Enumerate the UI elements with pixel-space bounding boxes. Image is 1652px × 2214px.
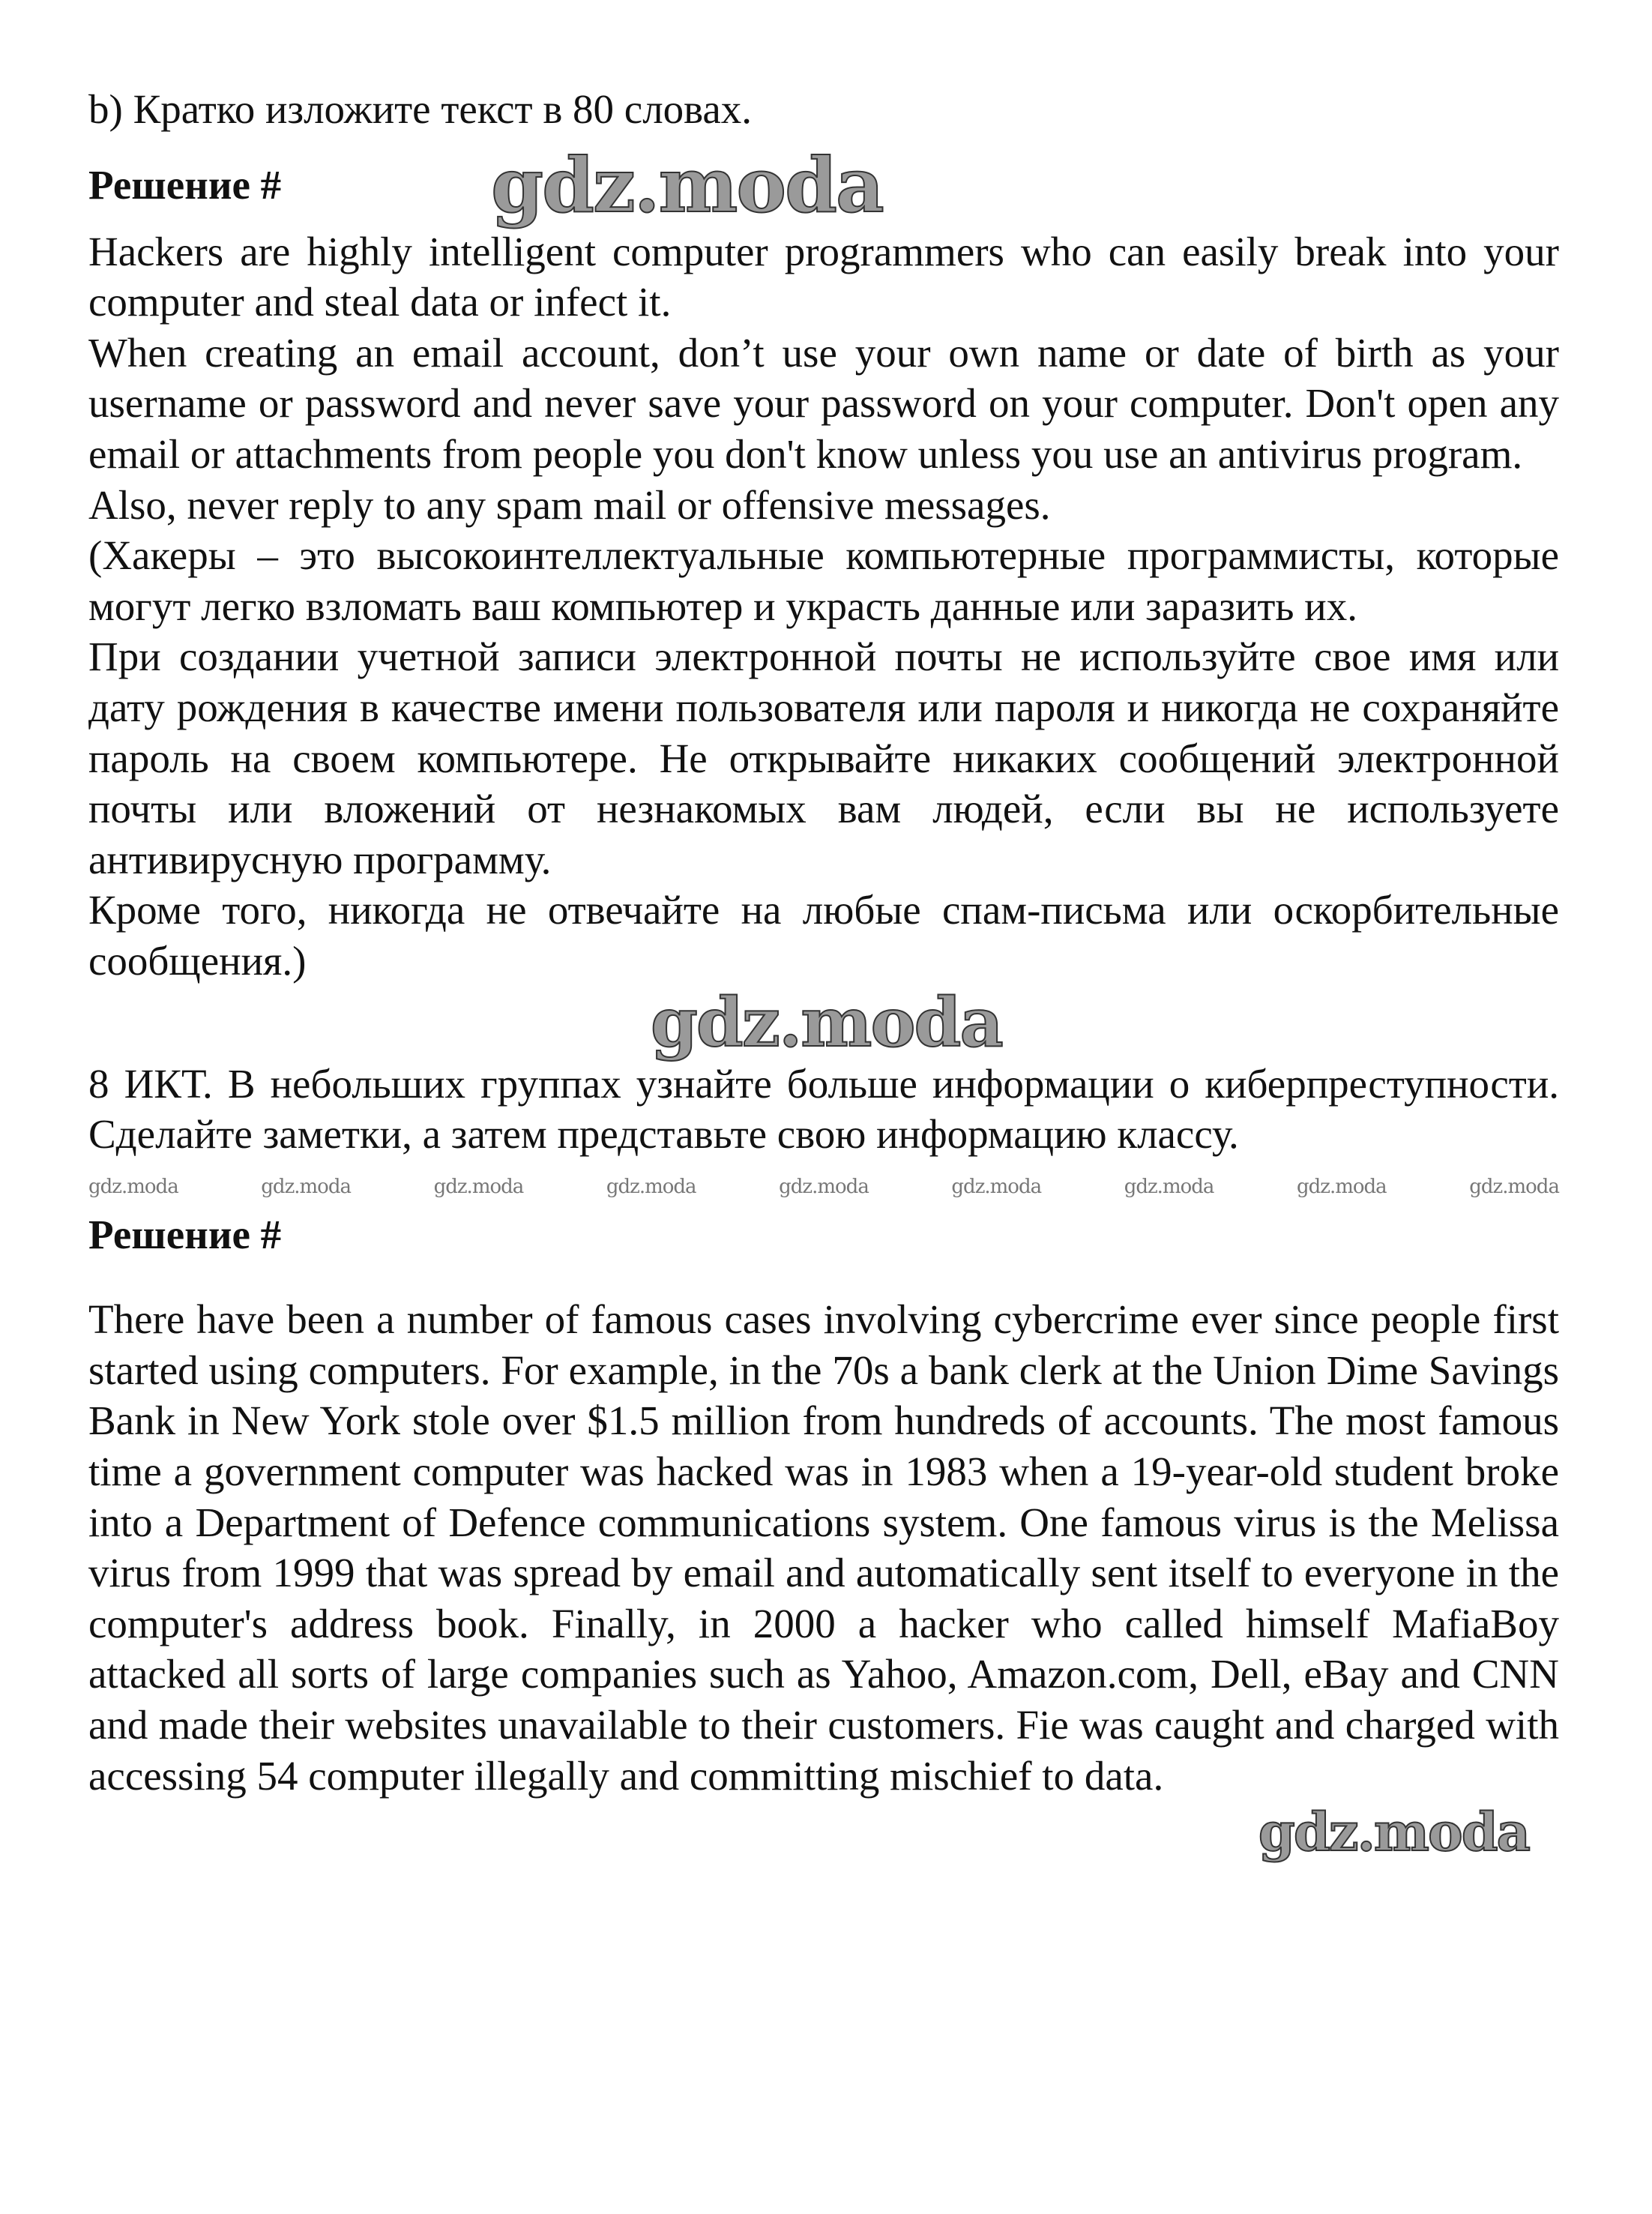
watermark-small: gdz.moda	[606, 1175, 696, 1198]
watermark-logo: gdz.moda	[651, 982, 1002, 1062]
watermark-logo: gdz.moda	[491, 140, 883, 229]
watermark-row	[88, 1801, 1559, 1864]
solution-2-body	[88, 1294, 1559, 1801]
watermark-small: gdz.moda	[1469, 1175, 1559, 1198]
paragraph: (Хакеры – это высокоинтеллектуальные компьютерные программисты, которые могут легко взломать ваш компьютер и украсть данные или заразить их.	[88, 532, 1559, 629]
paragraph: There have been a number of famous cases involving cybercrime ever since people first started using computers. For example, in the 70s a bank clerk at the Union Dime Savings Bank in New York stole over $1.5 million from hundreds of accounts. The most famous time a government computer was hacked was in 1983 when a 19-year-old student broke into a Department of Defence communications system. One famous virus is the Melissa virus from 1999 that was spread by email and automatically sent itself to everyone in the computer's address book. Finally, in 2000 a hacker who called himself MafiaBoy attacked all sorts of large companies such as Yahoo, Amazon.com, Dell, eBay and CNN and made their websites unavailable to their customers. Fie was caught and charged with accessing 54 computer illegally and committing mischief to data.	[88, 1296, 1559, 1799]
paragraph: Also, never reply to any spam mail or offensive messages.	[88, 481, 1051, 528]
watermark-small: gdz.moda	[88, 1175, 178, 1198]
watermark-row	[88, 982, 1559, 1062]
task-b-prompt	[88, 84, 1559, 135]
watermark-small: gdz.moda	[433, 1175, 524, 1198]
solution-1-heading-row	[88, 140, 1559, 229]
watermark-small: gdz.moda	[951, 1175, 1042, 1198]
task-b-text: b) Кратко изложите текст в 80 словах.	[88, 86, 753, 132]
solution-2-heading: Решение #	[88, 1211, 282, 1257]
solution-1-heading: Решение #	[88, 161, 282, 208]
watermark-small: gdz.moda	[1296, 1175, 1387, 1198]
watermark-small: gdz.moda	[1124, 1175, 1214, 1198]
watermark-logo: gdz.moda	[1258, 1801, 1529, 1864]
solution-1-body	[88, 226, 1559, 987]
paragraph: Кроме того, никогда не отвечайте на любые спам-письма или оскорбительные сообщения.)	[88, 887, 1559, 984]
task-8-prompt	[88, 1059, 1559, 1160]
paragraph: When creating an email account, don’t use your own name or date of birth as your username or password and never save your password on your computer. Don't open any email or attachments from people you don't know unless you use an antivirus program.	[88, 329, 1559, 477]
task-8-text: 8 ИКТ. В небольших группах узнайте больше информации о киберпреступности. Сделайте заметки, а затем представьте свою информацию классу.	[88, 1060, 1559, 1158]
watermark-small: gdz.moda	[261, 1175, 351, 1198]
paragraph: При создании учетной записи электронной почты не используйте свое имя или дату рождения в качестве имени пользователя или пароля и никогда не сохраняйте пароль на своем компьютере. Не открывайте никаких сообщений электронной почты или вложений от незнакомых вам людей, если вы не используете антивирусную программу.	[88, 634, 1559, 882]
paragraph: Hackers are highly intelligent computer programmers who can easily break into your computer and steal data or infect it.	[88, 228, 1559, 325]
watermark-small: gdz.moda	[779, 1175, 869, 1198]
small-watermark-row	[88, 1172, 1559, 1202]
